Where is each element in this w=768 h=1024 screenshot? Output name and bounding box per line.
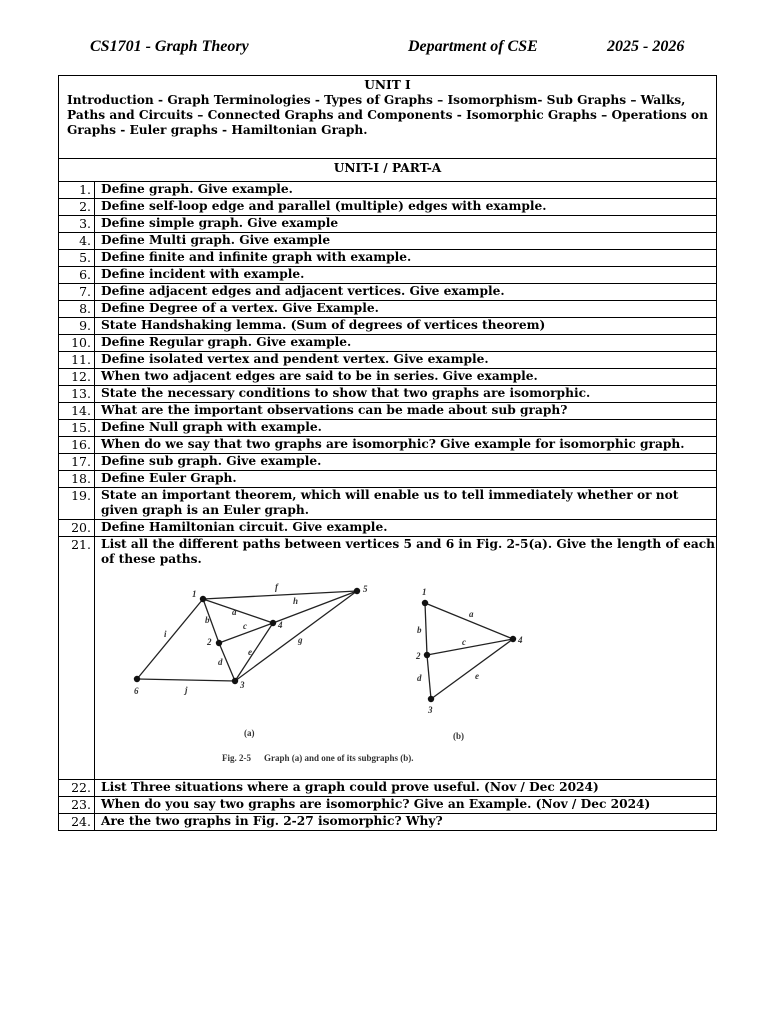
part-title: UNIT-I / PART-A (59, 159, 717, 182)
edge-a (203, 599, 273, 623)
vertex-label: 3 (428, 705, 433, 715)
question-number: 2. (59, 199, 95, 216)
question-row (59, 471, 717, 488)
question-number: 12. (59, 369, 95, 386)
edge-label: d (417, 673, 422, 683)
question-number: 6. (59, 267, 95, 284)
question-number: 21. (59, 537, 95, 780)
figure-caption-label: Fig. 2-5 (222, 753, 251, 763)
question-row (59, 420, 717, 437)
question-cell (95, 537, 717, 780)
unit-row (59, 76, 717, 159)
edge-b (425, 603, 427, 655)
question-text: Define Euler Graph. (95, 471, 717, 488)
edge-label: h (293, 596, 299, 606)
question-number: 14. (59, 403, 95, 420)
vertex-1 (200, 596, 206, 602)
question-number: 24. (59, 814, 95, 831)
question-row (59, 386, 717, 403)
question-row (59, 301, 717, 318)
question-number: 19. (59, 488, 95, 520)
edge-label: c (243, 621, 247, 631)
vertex-2 (216, 640, 222, 646)
question-row (59, 216, 717, 233)
question-row (59, 284, 717, 301)
question-row-with-figure (59, 537, 717, 780)
edge-label: e (475, 671, 479, 681)
question-text: Define Degree of a vertex. Give Example. (95, 301, 717, 318)
edge-label: i (164, 629, 167, 639)
edge-e (235, 623, 273, 681)
question-number: 23. (59, 797, 95, 814)
question-row (59, 520, 717, 537)
question-number: 18. (59, 471, 95, 488)
edge-i (137, 599, 203, 679)
question-text: What are the important observations can be made about sub graph? (95, 403, 717, 420)
question-number: 3. (59, 216, 95, 233)
graph-a-labels (134, 582, 368, 696)
edge-d (427, 655, 431, 699)
question-row (59, 797, 717, 814)
question-text: When do we say that two graphs are isomorphic? Give example for isomorphic graph. (95, 437, 717, 454)
question-row (59, 437, 717, 454)
question-number: 20. (59, 520, 95, 537)
question-text: Define adjacent edges and adjacent vertices. Give example. (95, 284, 717, 301)
vertex-6 (134, 676, 140, 682)
question-row (59, 318, 717, 335)
figure-caption-text: Graph (a) and one of its subgraphs (b). (264, 753, 414, 763)
edge-label: j (185, 685, 188, 695)
question-text: State Handshaking lemma. (Sum of degrees of vertices theorem) (95, 318, 717, 335)
question-text: Define Null graph with example. (95, 420, 717, 437)
question-row (59, 199, 717, 216)
question-text: State the necessary conditions to show that two graphs are isomorphic. (95, 386, 717, 403)
part-row (59, 159, 717, 182)
vertex-4 (510, 636, 516, 642)
question-text: When do you say two graphs are isomorphic? Give an Example. (Nov / Dec 2024) (95, 797, 717, 814)
figure-captions (222, 728, 464, 763)
question-row (59, 352, 717, 369)
question-number: 9. (59, 318, 95, 335)
edge-label: a (232, 607, 237, 617)
edge-e (431, 639, 513, 699)
graph-figure (101, 571, 701, 771)
question-row (59, 369, 717, 386)
question-text: State an important theorem, which will enable us to tell immediately whether or not given graph is an Euler graph. (95, 488, 717, 520)
question-text: Define self-loop edge and parallel (multiple) edges with example. (95, 199, 717, 216)
question-text: Define sub graph. Give example. (95, 454, 717, 471)
question-row (59, 233, 717, 250)
vertex-5 (354, 588, 360, 594)
page-header (0, 38, 768, 60)
edge-h (273, 591, 357, 623)
academic-year: 2025 - 2026 (607, 38, 685, 55)
question-row (59, 182, 717, 199)
question-row (59, 335, 717, 352)
question-row (59, 250, 717, 267)
question-number: 4. (59, 233, 95, 250)
question-text: List all the different paths between vertices 5 and 6 in Fig. 2-5(a). Give the length of each of these paths. (101, 537, 716, 566)
edge-j (137, 679, 235, 681)
vertex-label: 1 (192, 589, 197, 599)
question-number: 1. (59, 182, 95, 199)
subfigure-label-a: (a) (244, 728, 255, 738)
question-text: Define simple graph. Give example (95, 216, 717, 233)
question-text: Define incident with example. (95, 267, 717, 284)
question-number: 5. (59, 250, 95, 267)
question-number: 22. (59, 780, 95, 797)
edge-label: e (248, 647, 252, 657)
subfigure-label-b: (b) (453, 731, 464, 741)
vertex-label: 2 (207, 637, 212, 647)
question-number: 7. (59, 284, 95, 301)
edge-label: b (417, 625, 422, 635)
question-number: 13. (59, 386, 95, 403)
vertex-label: 1 (422, 587, 427, 597)
question-text: Define Hamiltonian circuit. Give example. (95, 520, 717, 537)
edge-label: a (469, 609, 474, 619)
vertex-3 (232, 678, 238, 684)
vertex-3 (428, 696, 434, 702)
question-row (59, 403, 717, 420)
question-text: When two adjacent edges are said to be in series. Give example. (95, 369, 717, 386)
edge-label: d (218, 657, 223, 667)
question-text: Are the two graphs in Fig. 2-27 isomorphic? Why? (95, 814, 717, 831)
question-text: Define graph. Give example. (95, 182, 717, 199)
vertex-label: 4 (278, 620, 283, 630)
edge-label: g (298, 635, 303, 645)
vertex-label: 3 (240, 680, 245, 690)
vertex-label: 4 (518, 635, 523, 645)
department-name: Department of CSE (408, 38, 538, 55)
question-number: 16. (59, 437, 95, 454)
edge-c (427, 639, 513, 655)
question-text: Define Regular graph. Give example. (95, 335, 717, 352)
question-number: 10. (59, 335, 95, 352)
question-row (59, 267, 717, 284)
vertex-2 (424, 652, 430, 658)
question-number: 11. (59, 352, 95, 369)
vertex-label: 2 (416, 651, 421, 661)
question-number: 17. (59, 454, 95, 471)
question-text: Define isolated vertex and pendent vertex. Give example. (95, 352, 717, 369)
edge-label: f (275, 582, 278, 592)
unit-description: Introduction - Graph Terminologies - Types of Graphs – Isomorphism- Sub Graphs – Walks, Paths and Circuits – Connected Graphs and Components - Isomorphic Graphs – Operations on Graphs - Euler graphs - Hamiltonian Graph. (67, 93, 708, 137)
edge-f (203, 591, 357, 599)
unit-title: UNIT I (364, 78, 411, 92)
vertex-label: 5 (363, 584, 368, 594)
question-row (59, 454, 717, 471)
course-title: CS1701 - Graph Theory (90, 38, 249, 55)
vertex-1 (422, 600, 428, 606)
question-number: 15. (59, 420, 95, 437)
vertex-4 (270, 620, 276, 626)
question-row (59, 488, 717, 520)
edge-label: b (205, 615, 210, 625)
question-row (59, 814, 717, 831)
question-row (59, 780, 717, 797)
question-number: 8. (59, 301, 95, 318)
unit-cell (59, 76, 717, 159)
question-table (58, 75, 717, 831)
question-text: Define finite and infinite graph with example. (95, 250, 717, 267)
question-text: Define Multi graph. Give example (95, 233, 717, 250)
question-text: List Three situations where a graph could prove useful. (Nov / Dec 2024) (95, 780, 717, 797)
vertex-label: 6 (134, 686, 139, 696)
edge-label: c (462, 637, 466, 647)
graph-a-edges (137, 591, 357, 681)
